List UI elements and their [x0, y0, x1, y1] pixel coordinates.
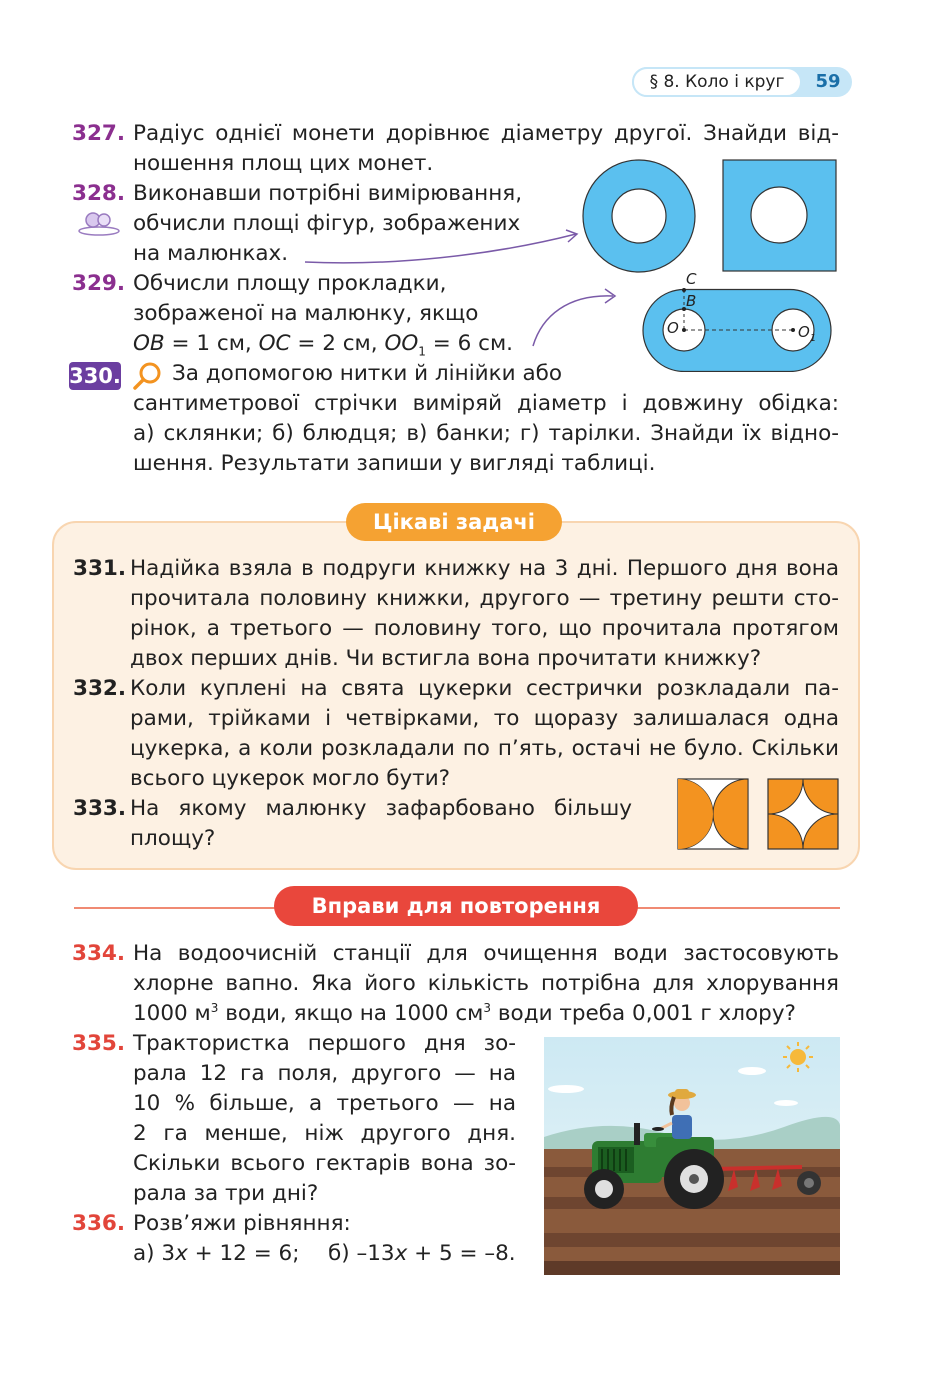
problem-number-328: 328.: [72, 181, 126, 206]
problem-333-line-2: площу?: [130, 826, 216, 851]
problem-336-line-1: Розв’яжи рівняння:: [133, 1211, 351, 1236]
problem-335-line-6: рала за три дні?: [133, 1181, 319, 1206]
ring-figure: [582, 159, 698, 275]
problem-334-line-3: 1000 $м^3$ води, якщо на 1000 $см^3$ води треба 0,001 г хлору?: [133, 1000, 796, 1026]
problem-number-335: 335.: [72, 1031, 126, 1056]
problem-332-line-2: рами, трійками і четвірками, то щоразу залишалася одна: [130, 706, 839, 731]
problem-number-333: 333.: [73, 796, 127, 821]
shaded-figure-1: [677, 778, 749, 850]
problem-328-line-1: Виконавши потрібні вимірювання,: [133, 181, 523, 206]
label-o1: $O_1$: [798, 323, 817, 344]
review-title: Вправи для повторення: [274, 886, 638, 926]
work-in-pairs-icon: [76, 209, 122, 237]
problem-329-line-1: Обчисли площу прокладки,: [133, 271, 447, 296]
problem-331-line-4: двох перших днів. Чи встигла вона прочитати книжку?: [130, 646, 762, 671]
problem-335-line-2: рала 12 га поля, другого — на: [133, 1061, 516, 1086]
problem-333-line-1: На якому малюнку зафарбовано більшу: [130, 796, 632, 821]
problem-330-line-4: шення. Результати запиши у вигляді таблиці.: [133, 451, 656, 476]
problem-335-line-5: Скільки всього гектарів вона зо-: [133, 1151, 516, 1176]
problem-328-line-3: на малюнках.: [133, 241, 289, 266]
arrow-icon: [300, 222, 585, 268]
problem-331-line-3: рінок, а третього — половину того, що прочитала протягом: [130, 616, 839, 641]
problem-number-332: 332.: [73, 676, 127, 701]
label-c: C: [686, 270, 697, 288]
problem-number-331: 331.: [73, 556, 127, 581]
problem-335-line-3: 10 % більше, а третього — на: [133, 1091, 516, 1116]
problem-328-line-2: обчисли площі фігур, зображених: [133, 211, 521, 236]
equation-b: б) –13x + 5 = –8.: [328, 1241, 516, 1266]
problem-332-line-1: Коли куплені на свята цукерки сестрички розкладали па-: [130, 676, 839, 701]
page-number: 59: [815, 71, 841, 92]
problem-330-line-3: а) склянки; б) блюдця; в) банки; г) тарілки. Знайди їх відно-: [133, 421, 839, 446]
problem-330-line-1: За допомогою нитки й лінійки або: [172, 361, 563, 386]
problem-332-line-3: цукерка, а коли розкладали по п’ять, остачі не було. Скільки: [130, 736, 839, 761]
problem-331-line-2: прочитала половину книжки, другого — третину решти сто-: [130, 586, 839, 611]
problem-number-329: 329.: [72, 271, 126, 296]
problem-335-line-1: Трактористка першого дня зо-: [133, 1031, 516, 1056]
problem-329-line-3: OB = 1 см, OC = 2 см, $OO_1 = 6$ см.: [133, 331, 514, 359]
problem-number-336: 336.: [72, 1211, 126, 1236]
square-with-hole-figure: [722, 159, 838, 273]
label-b: B: [686, 292, 697, 310]
tractor-illustration: [544, 1037, 840, 1275]
problem-number-327: 327.: [72, 121, 126, 146]
problem-332-line-4: всього цукерок могло бути?: [130, 766, 451, 791]
problem-331-line-1: Надійка взяла в подруги книжку на 3 дні. Першого дня вона: [130, 556, 839, 581]
problem-334-line-2: хлорне вапно. Яка його кількість потрібна для хлорування: [133, 971, 839, 996]
problem-335-line-4: 2 га менше, ніж другого дня.: [133, 1121, 516, 1146]
equation-a: а) 3x + 12 = 6;: [133, 1241, 300, 1266]
problem-number-330: 330.: [69, 364, 121, 388]
magnifier-icon: [132, 362, 164, 390]
interesting-problems-title: Цікаві задачі: [346, 503, 562, 541]
shaded-figure-2: [767, 778, 839, 850]
problem-329-line-2: зображеної на малюнку, якщо: [133, 301, 479, 326]
problem-327-line-1: Радіус однієї монети дорівнює діаметру другої. Знайди від-: [133, 121, 839, 146]
arrow-icon: [528, 286, 620, 350]
section-title: § 8. Коло і круг: [632, 67, 802, 97]
label-o: O: [667, 319, 679, 337]
problem-334-line-1: На водоочисній станції для очищення води застосовують: [133, 941, 839, 966]
problem-330-line-2: сантиметрової стрічки виміряй діаметр і довжину обідка:: [133, 391, 839, 416]
problem-327-line-2: ношення площ цих монет.: [133, 151, 434, 176]
problem-number-334: 334.: [72, 941, 126, 966]
